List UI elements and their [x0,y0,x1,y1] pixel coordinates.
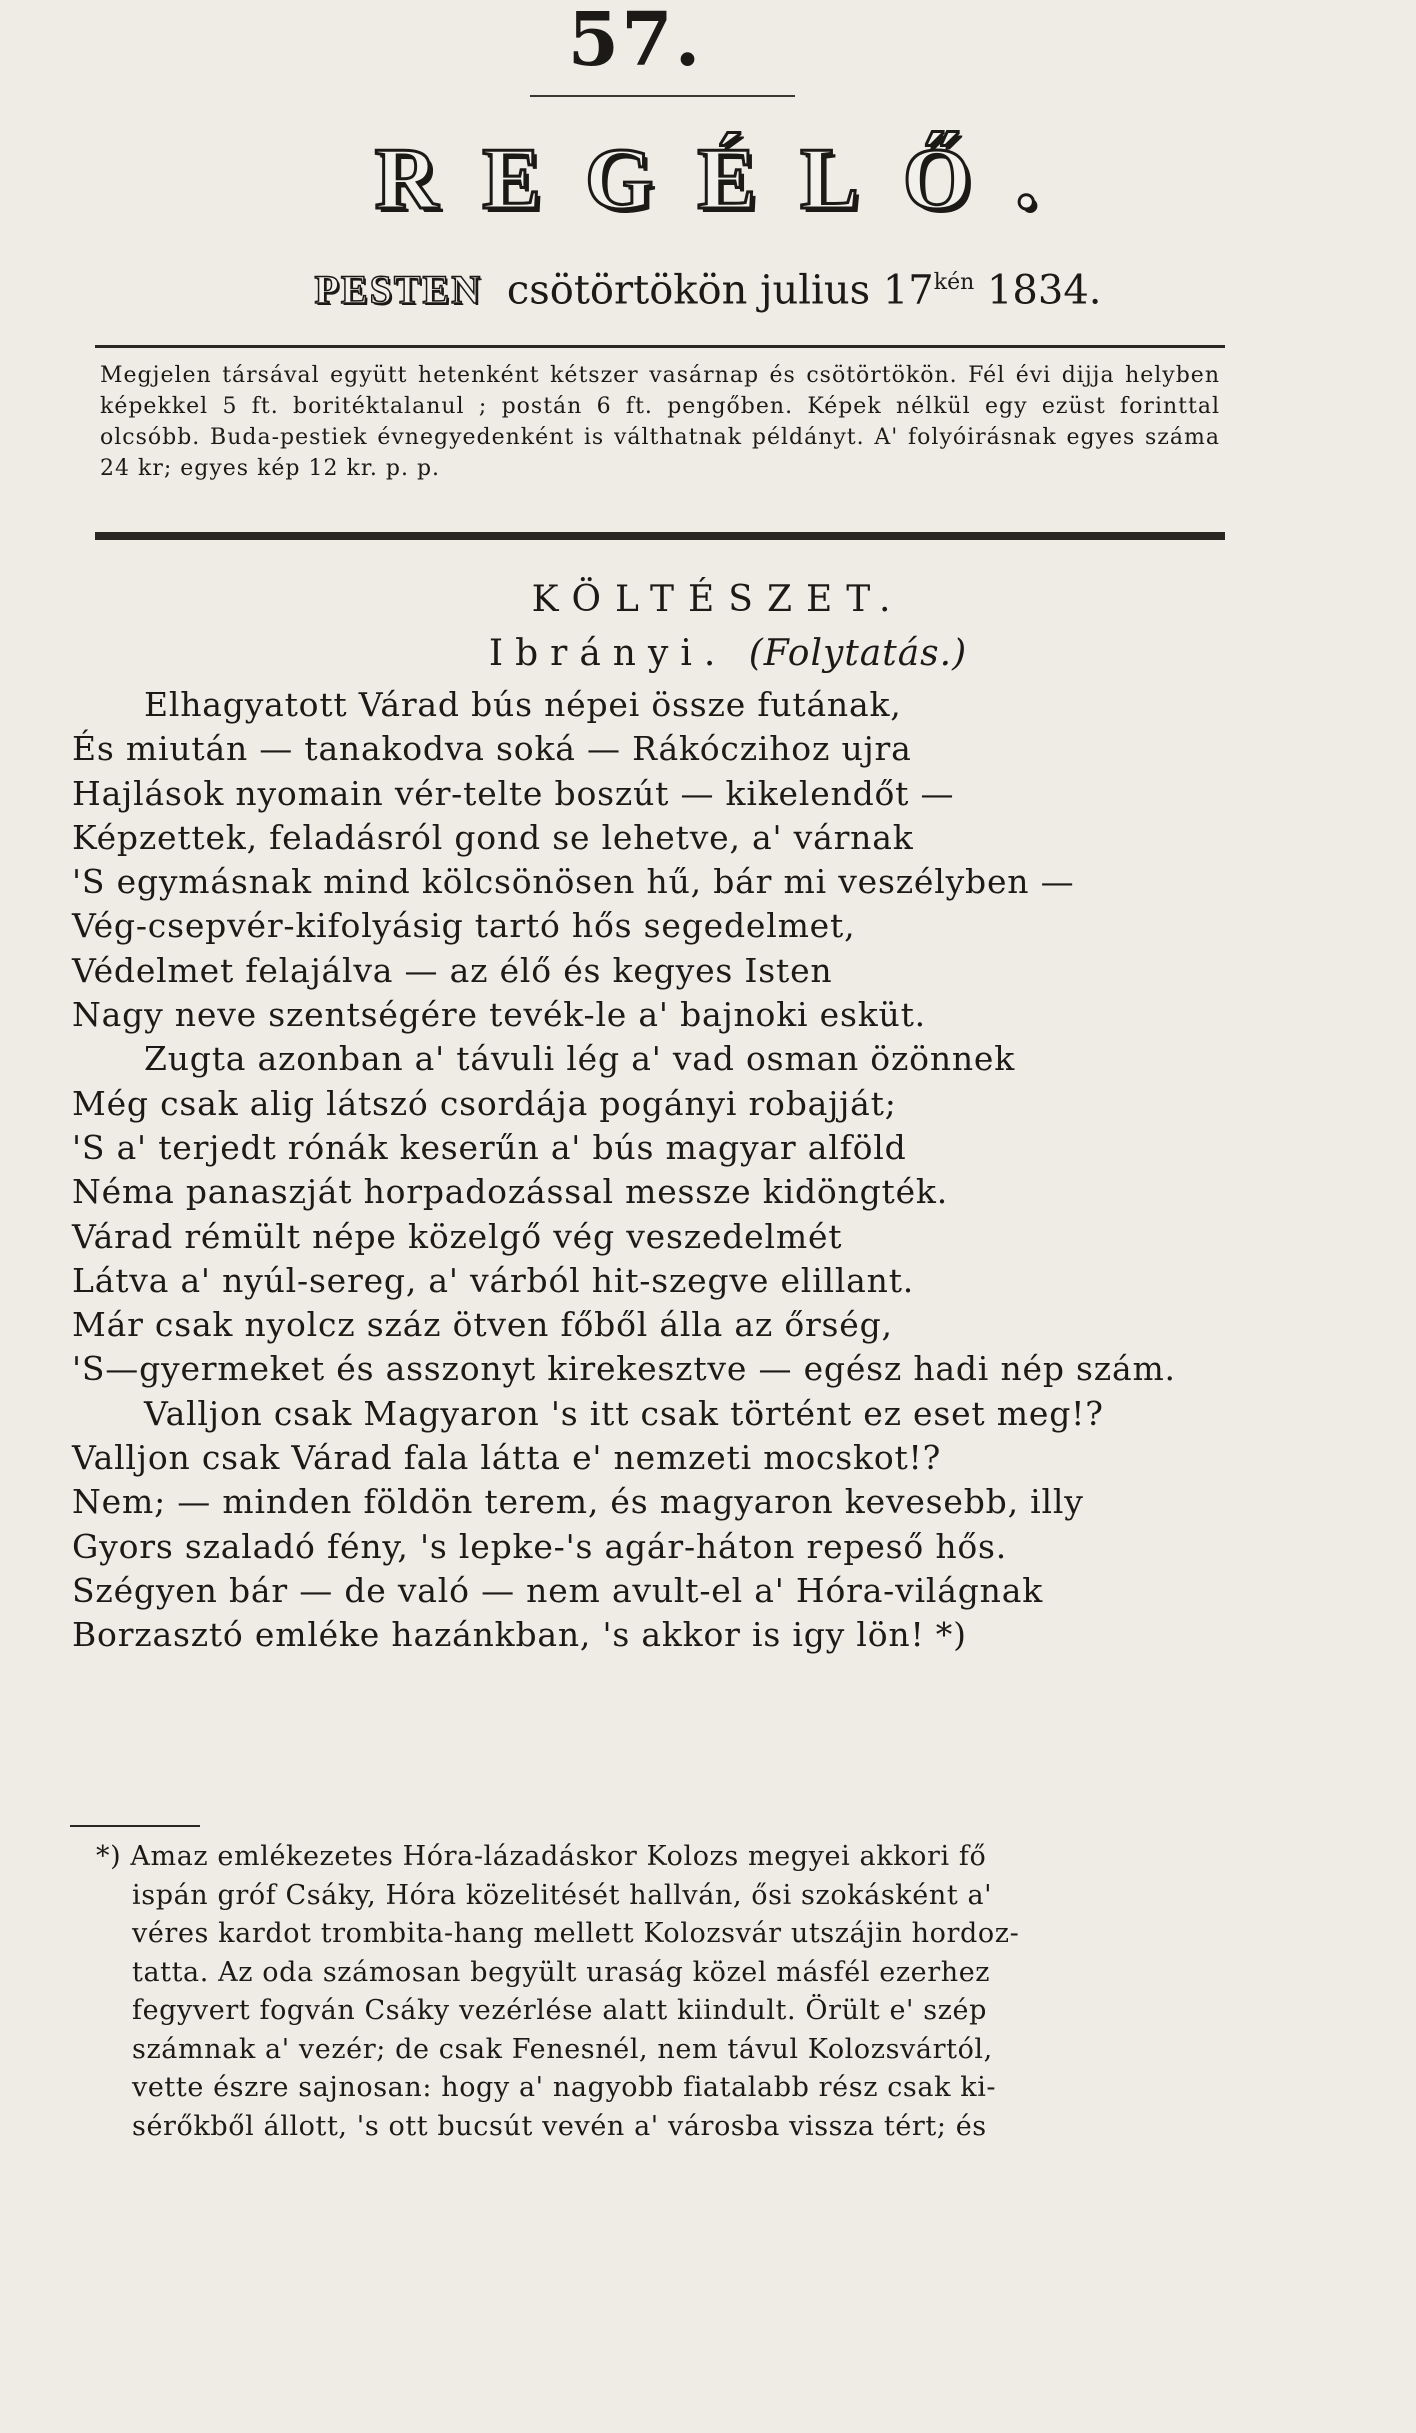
poem-line: 'S egymásnak mind kölcsönösen hű, bár mi veszélyben — [72,862,1075,902]
footnote-line: ispán gróf Csáky, Hóra közelitését hallván, ősi szokásként a' [132,1879,993,1911]
issue-divider [530,95,795,97]
footnote-line: számnak a' vezér; de csak Fenesnél, nem távul Kolozsvártól, [132,2033,993,2065]
poem-line: Szégyen bár — de való — nem avult-el a' Hóra-világnak [72,1570,1044,1610]
continuation-note: (Folytatás.) [748,633,968,674]
poem-line: Már csak nyolcz száz ötven főből álla az őrség, [72,1305,893,1345]
poem-line: Borzasztó emléke hazánkban, 's akkor is igy lön! *) [72,1615,967,1655]
dateline-city: PESTEN [314,267,483,313]
footnote-line: vette észre sajnosan: hogy a' nagyobb fiatalabb rész csak ki- [132,2072,997,2103]
poem-line: Néma panaszját horpadozással messze kidöngték. [72,1172,948,1212]
poem-body [72,683,1362,1658]
footnote-rule [70,1825,200,1827]
header-rule-thick [95,532,1225,540]
poem-line: És miután — tanakodva soká — Rákóczihoz ujra [72,729,912,769]
poem-line: Még csak alig látszó csordája pogányi robajját; [72,1083,897,1123]
footnote-line: sérőkből állott, 's ott bucsút vevén a' városba vissza tért; és [132,2110,987,2142]
poem-line: Elhagyatott Várad bús népei össze futának, [144,685,902,724]
poem-line: Képzettek, feladásról gond se lehetve, a' várnak [72,817,914,857]
poem-line: Valljon csak Várad fala látta e' nemzeti mocskot!? [72,1438,942,1478]
footnote-line: tatta. Az oda számosan begyült uraság közel másfél ezerhez [132,1956,991,1988]
poem-line: Védelmet felajálva — az élő és kegyes Isten [72,950,833,990]
dateline [0,258,1416,315]
poem-line: 'S—gyermeket és asszonyt kirekesztve — egész hadi nép szám. [72,1349,1176,1389]
poem-line: Hajlások nyomain vér-telte boszút — kikelendőt — [72,773,955,813]
poem-line: Zugta azonban a' távuli lég a' vad osman özönnek [144,1039,1016,1079]
masthead-title: REGÉLŐ. [374,131,1082,228]
poem-line: 'S a' terjedt rónák keserűn a' bús magyar alföld [72,1127,907,1167]
section-title: KÖLTÉSZET. [531,579,905,620]
dateline-suffix: kén [933,270,975,295]
poem-line: Gyors szaladó fény, 's lepke-'s agár-háton repeső hős. [72,1526,1008,1566]
poem-title [0,632,1416,676]
footnote-line: *) Amaz emlékezetes Hóra-lázadáskor Kolozs megyei akkori fő [96,1841,987,1872]
subscription-notice: Megjelen társával együtt hetenként kétszer vasárnap és csötörtökön. Fél évi dijja helyben képekkel 5 ft. boritéktalanul ; postán 6 ft. pengőben. Képek nélkül egy ezüst forinttal olcsóbb. Buda-pestiek évnegyedenként is válthatnak példányt. A' folyóirásnak egyes száma 24 kr; egyes kép 12 kr. p. p. [100,363,1220,481]
issue-number: 57. [567,0,703,83]
poem-line: Látva a' nyúl-sereg, a' várból hit-szegve elillant. [72,1260,915,1300]
poem-line: Valljon csak Magyaron 's itt csak történt ez eset meg!? [144,1393,1104,1433]
dateline-year: 1834. [986,267,1102,314]
poem-line: Nem; — minden földön terem, és magyaron kevesebb, illy [72,1482,1084,1522]
dateline-date: csötörtökön julius 17 [506,267,934,314]
footnote-line: fegyvert fogván Csáky vezérlése alatt kiindult. Örült e' szép [132,1995,987,2026]
poem-line: Nagy neve szentségére tevék-le a' bajnoki esküt. [72,995,926,1035]
footnote [96,1838,1196,2146]
poem-line: Várad rémült népe közelgő vég veszedelmét [72,1216,843,1256]
header-rule [95,345,1225,348]
poem-line: Vég-csepvér-kifolyásig tartó hős segedelmet, [72,906,856,946]
poem-name: Ibrányi. [488,633,728,674]
footnote-line: véres kardot trombita-hang mellett Kolozsvár utszájin hordoz- [132,1918,1020,1949]
